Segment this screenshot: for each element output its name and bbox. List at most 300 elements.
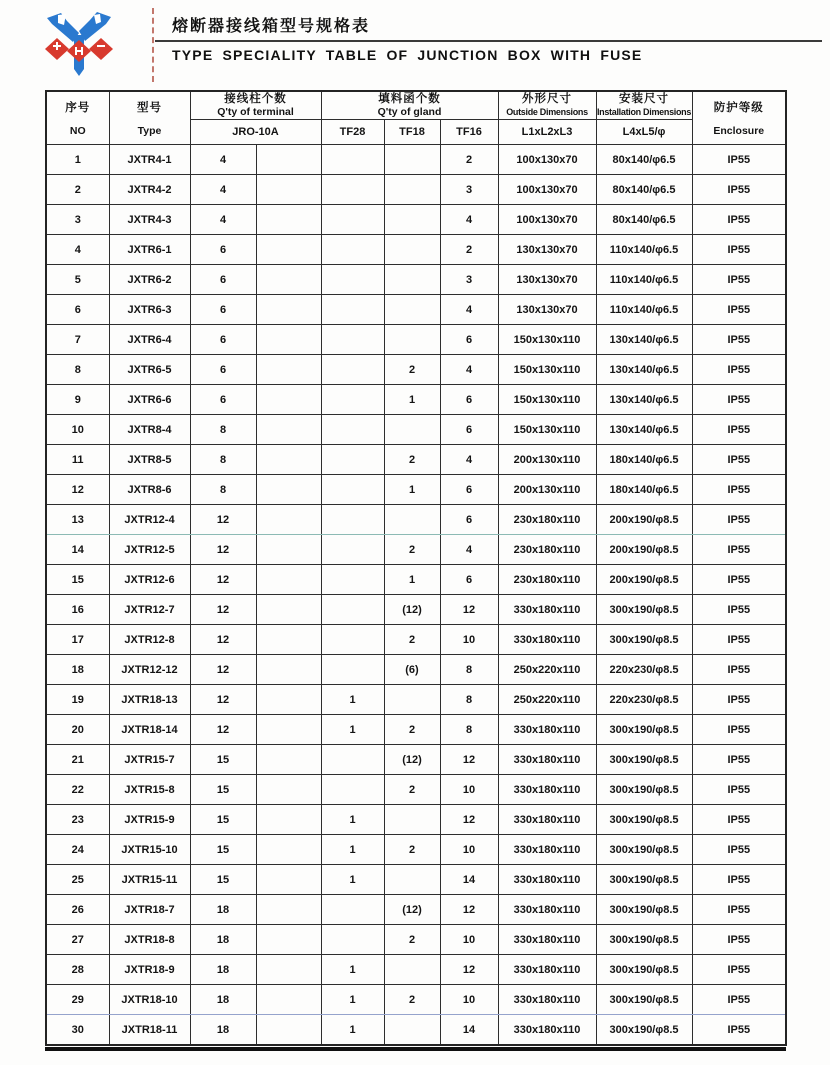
cell-tf28: 1 — [321, 1015, 384, 1046]
cell-terminal-extra — [256, 415, 321, 445]
cell-tf16: 12 — [440, 895, 498, 925]
cell-tf18: (6) — [384, 655, 440, 685]
cell-outside-dimensions: 330x180x110 — [498, 985, 596, 1015]
table-row — [46, 475, 786, 505]
cell-terminal-extra — [256, 865, 321, 895]
cell-enclosure: IP55 — [692, 955, 786, 985]
cell-tf28 — [321, 235, 384, 265]
cell-outside-dimensions: 330x180x110 — [498, 835, 596, 865]
cell-terminal-qty: 15 — [190, 835, 256, 865]
cell-terminal-qty: 12 — [190, 715, 256, 745]
cell-tf16: 10 — [440, 985, 498, 1015]
cell-tf16: 12 — [440, 955, 498, 985]
table-row — [46, 1015, 786, 1046]
cell-enclosure: IP55 — [692, 445, 786, 475]
cell-installation-dimensions: 200x190/φ8.5 — [596, 565, 692, 595]
cell-enclosure: IP55 — [692, 295, 786, 325]
cell-terminal-extra — [256, 775, 321, 805]
cell-type: JXTR6-3 — [109, 295, 190, 325]
cell-no: 7 — [46, 325, 109, 355]
table-row — [46, 235, 786, 265]
cell-no: 23 — [46, 805, 109, 835]
cell-enclosure: IP55 — [692, 835, 786, 865]
cell-no: 13 — [46, 505, 109, 535]
page-title-en: TYPE SPECIALITY TABLE OF JUNCTION BOX WITH FUSE — [172, 47, 643, 63]
cell-enclosure: IP55 — [692, 355, 786, 385]
cell-terminal-qty: 4 — [190, 175, 256, 205]
cell-no: 5 — [46, 265, 109, 295]
cell-installation-dimensions: 300x190/φ8.5 — [596, 805, 692, 835]
cell-tf16: 10 — [440, 625, 498, 655]
cell-tf28: 1 — [321, 985, 384, 1015]
cell-type: JXTR15-8 — [109, 775, 190, 805]
cell-outside-dimensions: 330x180x110 — [498, 895, 596, 925]
table-row — [46, 295, 786, 325]
cell-terminal-extra — [256, 295, 321, 325]
col-header-gland — [321, 91, 498, 120]
cell-tf18: 2 — [384, 715, 440, 745]
cell-no: 10 — [46, 415, 109, 445]
cell-tf28 — [321, 385, 384, 415]
cell-terminal-extra — [256, 445, 321, 475]
cell-terminal-extra — [256, 985, 321, 1015]
cell-installation-dimensions: 110x140/φ6.5 — [596, 265, 692, 295]
col-header-type-cn: 型号 — [137, 102, 162, 114]
cell-type: JXTR18-13 — [109, 685, 190, 715]
cell-tf18 — [384, 175, 440, 205]
cell-tf18: 1 — [384, 565, 440, 595]
cell-tf18 — [384, 415, 440, 445]
table-row — [46, 595, 786, 625]
cell-terminal-extra — [256, 625, 321, 655]
cell-tf16: 14 — [440, 865, 498, 895]
cell-tf16: 4 — [440, 295, 498, 325]
cell-terminal-qty: 6 — [190, 235, 256, 265]
col-header-install-en: Installation Dimensions — [596, 106, 692, 117]
cell-tf16: 12 — [440, 595, 498, 625]
cell-enclosure: IP55 — [692, 385, 786, 415]
page-title-cn: 熔断器接线箱型号规格表 — [172, 18, 371, 35]
cell-outside-dimensions: 150x130x110 — [498, 415, 596, 445]
cell-tf28 — [321, 205, 384, 235]
cell-tf16: 10 — [440, 925, 498, 955]
cell-enclosure: IP55 — [692, 715, 786, 745]
cell-tf28 — [321, 535, 384, 565]
cell-installation-dimensions: 220x230/φ8.5 — [596, 655, 692, 685]
cell-enclosure: IP55 — [692, 145, 786, 175]
table-row — [46, 805, 786, 835]
cell-installation-dimensions: 300x190/φ8.5 — [596, 925, 692, 955]
table-row — [46, 865, 786, 895]
cell-enclosure: IP55 — [692, 895, 786, 925]
cell-type: JXTR4-1 — [109, 145, 190, 175]
cell-outside-dimensions: 330x180x110 — [498, 775, 596, 805]
cell-terminal-extra — [256, 265, 321, 295]
cell-terminal-qty: 6 — [190, 265, 256, 295]
cell-terminal-qty: 8 — [190, 475, 256, 505]
cell-terminal-qty: 12 — [190, 505, 256, 535]
cell-no: 22 — [46, 775, 109, 805]
cell-terminal-qty: 18 — [190, 925, 256, 955]
cell-tf16: 12 — [440, 745, 498, 775]
cell-tf18 — [384, 265, 440, 295]
col-subheader-jro10a: JRO-10A — [190, 120, 321, 145]
cell-type: JXTR15-7 — [109, 745, 190, 775]
cell-type: JXTR15-11 — [109, 865, 190, 895]
cell-installation-dimensions: 300x190/φ8.5 — [596, 985, 692, 1015]
table-row — [46, 355, 786, 385]
cell-tf28 — [321, 655, 384, 685]
cell-tf28 — [321, 265, 384, 295]
cell-tf18 — [384, 685, 440, 715]
cell-tf28 — [321, 475, 384, 505]
table-row — [46, 955, 786, 985]
cell-outside-dimensions: 250x220x110 — [498, 655, 596, 685]
cell-terminal-extra — [256, 505, 321, 535]
cell-tf18: 1 — [384, 385, 440, 415]
col-header-no-en: NO — [69, 125, 86, 137]
cell-installation-dimensions: 300x190/φ8.5 — [596, 625, 692, 655]
cell-terminal-qty: 12 — [190, 595, 256, 625]
cell-no: 20 — [46, 715, 109, 745]
cell-installation-dimensions: 130x140/φ6.5 — [596, 415, 692, 445]
cell-terminal-extra — [256, 925, 321, 955]
cell-terminal-qty: 6 — [190, 295, 256, 325]
cell-terminal-extra — [256, 745, 321, 775]
col-header-gland-en: Q'ty of gland — [377, 105, 442, 118]
cell-installation-dimensions: 80x140/φ6.5 — [596, 145, 692, 175]
cell-type: JXTR6-2 — [109, 265, 190, 295]
cell-tf18: (12) — [384, 595, 440, 625]
cell-tf16: 14 — [440, 1015, 498, 1046]
table-row — [46, 925, 786, 955]
cell-tf16: 3 — [440, 265, 498, 295]
table-row — [46, 625, 786, 655]
cell-outside-dimensions: 330x180x110 — [498, 805, 596, 835]
cell-outside-dimensions: 130x130x70 — [498, 265, 596, 295]
cell-tf28 — [321, 925, 384, 955]
cell-tf18: 2 — [384, 835, 440, 865]
cell-type: JXTR15-9 — [109, 805, 190, 835]
cell-enclosure: IP55 — [692, 685, 786, 715]
cell-tf18 — [384, 325, 440, 355]
cell-terminal-qty: 18 — [190, 895, 256, 925]
cell-terminal-qty: 18 — [190, 1015, 256, 1046]
table-row — [46, 145, 786, 175]
cell-type: JXTR8-4 — [109, 415, 190, 445]
cell-outside-dimensions: 330x180x110 — [498, 955, 596, 985]
table-row — [46, 175, 786, 205]
cell-installation-dimensions: 80x140/φ6.5 — [596, 205, 692, 235]
col-header-type — [109, 91, 190, 145]
cell-tf18 — [384, 145, 440, 175]
cell-enclosure: IP55 — [692, 625, 786, 655]
cell-enclosure: IP55 — [692, 565, 786, 595]
cell-enclosure: IP55 — [692, 535, 786, 565]
cell-tf18: 2 — [384, 775, 440, 805]
cell-tf28 — [321, 295, 384, 325]
cell-no: 17 — [46, 625, 109, 655]
cell-no: 6 — [46, 295, 109, 325]
table-row — [46, 205, 786, 235]
cell-enclosure: IP55 — [692, 325, 786, 355]
cell-no: 21 — [46, 745, 109, 775]
cell-tf18 — [384, 805, 440, 835]
table-body — [46, 145, 786, 1046]
cell-outside-dimensions: 330x180x110 — [498, 1015, 596, 1046]
cell-type: JXTR18-7 — [109, 895, 190, 925]
cell-terminal-extra — [256, 1015, 321, 1046]
cell-no: 15 — [46, 565, 109, 595]
cell-installation-dimensions: 180x140/φ6.5 — [596, 475, 692, 505]
table-row — [46, 895, 786, 925]
col-header-no-cn: 序号 — [65, 102, 91, 114]
cell-type: JXTR8-5 — [109, 445, 190, 475]
cell-tf18 — [384, 205, 440, 235]
table-row — [46, 385, 786, 415]
cell-tf16: 4 — [440, 205, 498, 235]
cell-terminal-extra — [256, 955, 321, 985]
cell-outside-dimensions: 330x180x110 — [498, 745, 596, 775]
cell-terminal-extra — [256, 175, 321, 205]
cell-no: 1 — [46, 145, 109, 175]
cell-enclosure: IP55 — [692, 805, 786, 835]
table-row — [46, 655, 786, 685]
cell-type: JXTR18-8 — [109, 925, 190, 955]
cell-installation-dimensions: 300x190/φ8.5 — [596, 775, 692, 805]
cell-tf16: 4 — [440, 355, 498, 385]
cell-terminal-extra — [256, 895, 321, 925]
cell-terminal-qty: 6 — [190, 385, 256, 415]
cell-tf28 — [321, 505, 384, 535]
cell-tf16: 6 — [440, 475, 498, 505]
cell-tf16: 2 — [440, 145, 498, 175]
cell-tf28 — [321, 445, 384, 475]
cell-terminal-extra — [256, 595, 321, 625]
cell-installation-dimensions: 110x140/φ6.5 — [596, 295, 692, 325]
col-header-terminal-cn: 接线柱个数 — [224, 92, 287, 105]
cell-enclosure: IP55 — [692, 865, 786, 895]
cell-no: 18 — [46, 655, 109, 685]
cell-tf18: 2 — [384, 625, 440, 655]
cell-tf18 — [384, 1015, 440, 1046]
cell-no: 30 — [46, 1015, 109, 1046]
cell-tf16: 12 — [440, 805, 498, 835]
cell-terminal-extra — [256, 805, 321, 835]
cell-tf28: 1 — [321, 805, 384, 835]
cell-enclosure: IP55 — [692, 415, 786, 445]
cell-enclosure: IP55 — [692, 265, 786, 295]
cell-terminal-extra — [256, 355, 321, 385]
cell-tf28 — [321, 325, 384, 355]
cell-installation-dimensions: 130x140/φ6.5 — [596, 385, 692, 415]
cell-tf16: 10 — [440, 775, 498, 805]
col-header-enclosure-cn: 防护等级 — [713, 102, 764, 114]
cell-terminal-qty: 8 — [190, 415, 256, 445]
cell-tf16: 6 — [440, 565, 498, 595]
cell-enclosure: IP55 — [692, 925, 786, 955]
cell-tf18: 2 — [384, 535, 440, 565]
cell-tf18: 2 — [384, 925, 440, 955]
cell-no: 3 — [46, 205, 109, 235]
cell-enclosure: IP55 — [692, 595, 786, 625]
cell-terminal-extra — [256, 205, 321, 235]
cell-no: 4 — [46, 235, 109, 265]
cell-tf28: 1 — [321, 715, 384, 745]
cell-no: 19 — [46, 685, 109, 715]
cell-installation-dimensions: 300x190/φ8.5 — [596, 865, 692, 895]
cell-outside-dimensions: 330x180x110 — [498, 925, 596, 955]
cell-enclosure: IP55 — [692, 175, 786, 205]
page-bottom-rule — [45, 1047, 786, 1051]
cell-installation-dimensions: 300x190/φ8.5 — [596, 835, 692, 865]
cell-terminal-extra — [256, 325, 321, 355]
cell-tf28: 1 — [321, 685, 384, 715]
cell-no: 11 — [46, 445, 109, 475]
cell-enclosure: IP55 — [692, 985, 786, 1015]
cell-tf18: 2 — [384, 355, 440, 385]
cell-installation-dimensions: 300x190/φ8.5 — [596, 595, 692, 625]
cell-tf28 — [321, 895, 384, 925]
cell-enclosure: IP55 — [692, 475, 786, 505]
cell-no: 26 — [46, 895, 109, 925]
cell-terminal-extra — [256, 235, 321, 265]
cell-terminal-qty: 18 — [190, 955, 256, 985]
cell-outside-dimensions: 130x130x70 — [498, 235, 596, 265]
cell-terminal-extra — [256, 385, 321, 415]
col-subheader-tf28: TF28 — [321, 120, 384, 145]
cell-tf16: 10 — [440, 835, 498, 865]
cell-enclosure: IP55 — [692, 745, 786, 775]
cell-tf28: 1 — [321, 865, 384, 895]
cell-tf28 — [321, 625, 384, 655]
cell-tf16: 4 — [440, 535, 498, 565]
table-row — [46, 415, 786, 445]
cell-installation-dimensions: 300x190/φ8.5 — [596, 895, 692, 925]
cell-no: 24 — [46, 835, 109, 865]
logo-separator — [152, 8, 154, 82]
cell-tf16: 8 — [440, 685, 498, 715]
cell-tf16: 2 — [440, 235, 498, 265]
cell-installation-dimensions: 300x190/φ8.5 — [596, 745, 692, 775]
cell-outside-dimensions: 230x180x110 — [498, 505, 596, 535]
col-header-enclosure-en: Enclosure — [713, 125, 765, 137]
table-row — [46, 265, 786, 295]
cell-no: 14 — [46, 535, 109, 565]
cell-outside-dimensions: 150x130x110 — [498, 355, 596, 385]
cell-type: JXTR12-4 — [109, 505, 190, 535]
cell-installation-dimensions: 130x140/φ6.5 — [596, 325, 692, 355]
cell-installation-dimensions: 200x190/φ8.5 — [596, 505, 692, 535]
cell-tf28 — [321, 775, 384, 805]
cell-terminal-qty: 15 — [190, 865, 256, 895]
cell-type: JXTR6-1 — [109, 235, 190, 265]
cell-tf16: 8 — [440, 715, 498, 745]
cell-type: JXTR6-5 — [109, 355, 190, 385]
cell-installation-dimensions: 80x140/φ6.5 — [596, 175, 692, 205]
cell-outside-dimensions: 130x130x70 — [498, 295, 596, 325]
cell-outside-dimensions: 330x180x110 — [498, 595, 596, 625]
cell-terminal-extra — [256, 655, 321, 685]
cell-enclosure: IP55 — [692, 655, 786, 685]
cell-type: JXTR18-14 — [109, 715, 190, 745]
table-row — [46, 445, 786, 475]
cell-no: 28 — [46, 955, 109, 985]
cell-enclosure: IP55 — [692, 505, 786, 535]
cell-tf18 — [384, 865, 440, 895]
cell-type: JXTR12-8 — [109, 625, 190, 655]
cell-outside-dimensions: 150x130x110 — [498, 385, 596, 415]
cell-tf28: 1 — [321, 955, 384, 985]
cell-terminal-qty: 12 — [190, 535, 256, 565]
cell-tf18 — [384, 235, 440, 265]
cell-terminal-qty: 12 — [190, 625, 256, 655]
cell-enclosure: IP55 — [692, 775, 786, 805]
table-row — [46, 535, 786, 565]
cell-tf18: (12) — [384, 895, 440, 925]
cell-installation-dimensions: 200x190/φ8.5 — [596, 535, 692, 565]
table-row — [46, 505, 786, 535]
cell-type: JXTR15-10 — [109, 835, 190, 865]
cell-terminal-qty: 6 — [190, 325, 256, 355]
cell-terminal-extra — [256, 715, 321, 745]
cell-terminal-extra — [256, 685, 321, 715]
cell-type: JXTR8-6 — [109, 475, 190, 505]
col-header-terminal — [190, 91, 321, 120]
col-subheader-tf18: TF18 — [384, 120, 440, 145]
cell-tf16: 6 — [440, 385, 498, 415]
cell-no: 25 — [46, 865, 109, 895]
table-row — [46, 715, 786, 745]
cell-terminal-extra — [256, 145, 321, 175]
cell-terminal-qty: 12 — [190, 685, 256, 715]
cell-terminal-qty: 4 — [190, 145, 256, 175]
cell-tf18: 2 — [384, 445, 440, 475]
cell-terminal-extra — [256, 835, 321, 865]
cell-tf28 — [321, 355, 384, 385]
cell-tf18 — [384, 955, 440, 985]
table-row — [46, 325, 786, 355]
cell-tf28 — [321, 745, 384, 775]
col-subheader-tf16: TF16 — [440, 120, 498, 145]
cell-type: JXTR6-6 — [109, 385, 190, 415]
cell-terminal-qty: 8 — [190, 445, 256, 475]
table-row — [46, 745, 786, 775]
cell-tf16: 4 — [440, 445, 498, 475]
cell-type: JXTR6-4 — [109, 325, 190, 355]
col-header-no — [46, 91, 109, 145]
cell-type: JXTR4-2 — [109, 175, 190, 205]
cell-tf16: 8 — [440, 655, 498, 685]
cell-tf28 — [321, 595, 384, 625]
col-header-install-cn: 安装尺寸 — [619, 92, 670, 105]
title-divider — [155, 40, 822, 42]
cell-terminal-qty: 15 — [190, 775, 256, 805]
cell-enclosure: IP55 — [692, 205, 786, 235]
cell-tf16: 3 — [440, 175, 498, 205]
cell-terminal-extra — [256, 535, 321, 565]
col-header-install — [596, 91, 692, 120]
cell-outside-dimensions: 250x220x110 — [498, 685, 596, 715]
cell-tf18: (12) — [384, 745, 440, 775]
cell-no: 8 — [46, 355, 109, 385]
col-subheader-l1l2l3: L1xL2xL3 — [498, 120, 596, 145]
col-header-outside-en: Outside Dimensions — [506, 106, 588, 117]
cell-no: 9 — [46, 385, 109, 415]
cell-installation-dimensions: 110x140/φ6.5 — [596, 235, 692, 265]
cell-outside-dimensions: 100x130x70 — [498, 145, 596, 175]
table-row — [46, 985, 786, 1015]
